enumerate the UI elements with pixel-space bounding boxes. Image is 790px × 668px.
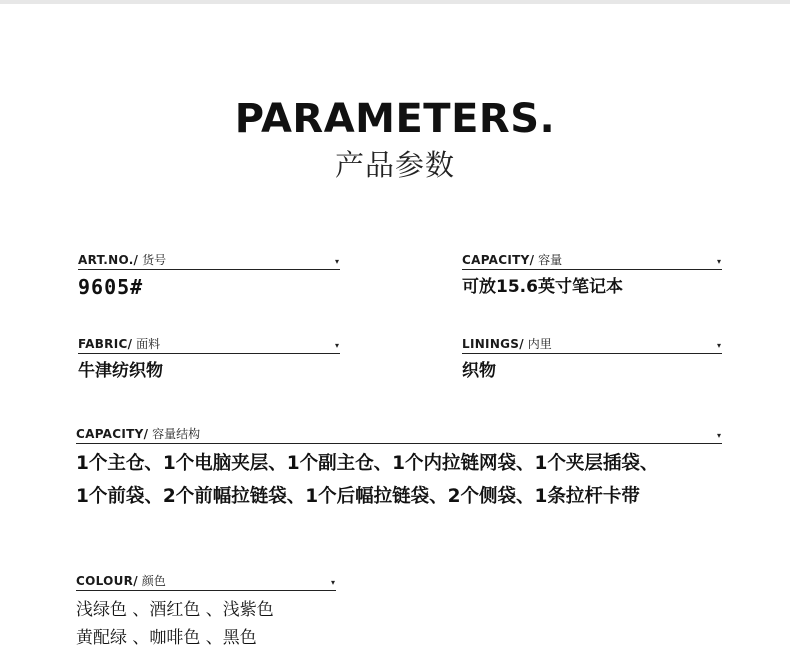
field-label-cn: 容量 [538, 253, 563, 267]
field-label-cn: 内里 [527, 337, 552, 351]
field-label-en: COLOUR/ [76, 574, 138, 588]
field-capacity [462, 249, 722, 300]
field-label-en: ART.NO./ [78, 253, 139, 267]
field-label-cn: 颜色 [141, 574, 166, 588]
field-label [76, 427, 200, 441]
dropdown-marker-icon: ▾ [334, 257, 339, 266]
field-value: 9605# [78, 275, 144, 299]
field-label [462, 253, 562, 267]
field-value-line: 1个主仓、1个电脑夹层、1个副主仓、1个内拉链网袋、1个夹层插袋、 [76, 453, 659, 474]
page-title: PARAMETERS. [234, 96, 556, 142]
field-label-row [76, 570, 336, 591]
dropdown-marker-icon: ▾ [716, 341, 721, 350]
field-value: 可放15.6英寸笔记本 [462, 277, 623, 297]
field-label-cn: 面料 [136, 337, 161, 351]
field-value: 牛津纺织物 [78, 361, 163, 381]
field-label-row [78, 249, 340, 270]
field-label-en: LININGS/ [462, 337, 524, 351]
field-value-line: 1个前袋、2个前幅拉链袋、1个后幅拉链袋、2个侧袋、1条拉杆卡带 [76, 486, 640, 507]
dropdown-marker-icon: ▾ [334, 341, 339, 350]
field-label [78, 337, 160, 351]
field-label-en: CAPACITY/ [462, 253, 535, 267]
field-label-en: FABRIC/ [78, 337, 133, 351]
dropdown-marker-icon: ▾ [716, 431, 721, 440]
field-linings [462, 333, 722, 384]
dropdown-marker-icon: ▾ [330, 578, 335, 587]
field-colour [76, 570, 336, 652]
field-value-line: 黄配绿 、咖啡色 、黑色 [76, 628, 257, 648]
field-label-cn: 容量结构 [152, 427, 201, 441]
dropdown-marker-icon: ▾ [716, 257, 721, 266]
top-divider [0, 0, 790, 4]
field-art-no [78, 249, 340, 300]
field-label-row [462, 333, 722, 354]
field-label-row [76, 423, 722, 444]
field-label-row [78, 333, 340, 354]
field-fabric [78, 333, 340, 384]
field-label-row [462, 249, 722, 270]
field-value: 织物 [462, 361, 496, 381]
field-value-line: 浅绿色 、酒红色 、浅紫色 [76, 600, 274, 620]
field-label [78, 253, 166, 267]
field-label [76, 574, 166, 588]
field-capacity-structure [76, 423, 722, 513]
field-label-en: CAPACITY/ [76, 427, 149, 441]
field-label-cn: 货号 [142, 253, 167, 267]
page-subtitle: 产品参数 [334, 148, 455, 182]
field-label [462, 337, 552, 351]
